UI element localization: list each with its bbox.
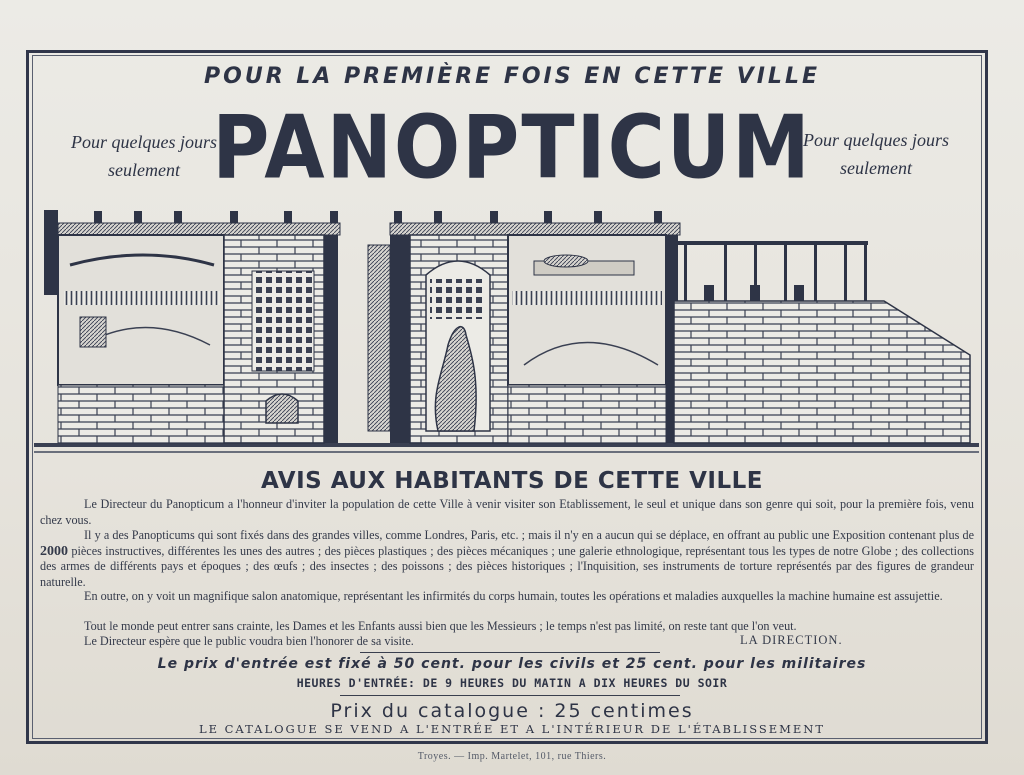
notice-heading: AVIS AUX HABITANTS DE CETTE VILLE [261, 468, 763, 494]
opening-hours: HEURES D'ENTRÉE: DE 9 HEURES DU MATIN A DIX HEURES DU SOIR [296, 676, 728, 690]
paragraph-5 [40, 634, 720, 650]
catalogue-sold-note: LE CATALOGUE SE VEND A L'ENTRÉE ET A L'INTÉRIEUR DE L'ÉTABLISSEMENT [198, 722, 826, 736]
paragraph-2-text-a: Il y a des Panopticums qui sont fixés dans des grandes villes, comme Londres, Paris, etc. ; mais il n'y en a aucun qui se déplace, en offrant au public une Exposition contenant plus de [84, 528, 974, 542]
building-illustration [34, 205, 979, 467]
right-note-line-1: Pour quelques jours [803, 130, 949, 150]
left-note-line-2: seulement [108, 160, 180, 180]
exhibit-count: 2000 [40, 543, 68, 559]
printer-imprint: Troyes. — Imp. Martelet, 101, rue Thiers. [417, 751, 607, 762]
divider-1 [360, 652, 660, 653]
paragraph-2 [40, 528, 974, 590]
paragraph-5-text: Le Directeur espère que le public voudra bien l'honorer de sa visite. [84, 634, 414, 648]
paragraph-1-text: Le Directeur du Panopticum a l'honneur d'inviter la population de cette Ville à venir visiter son Etablissement, le seul et unique dans son genre qui soit, pour la première fois, venu chez vous. [40, 497, 974, 527]
paragraph-1 [40, 497, 974, 528]
divider-2 [340, 695, 680, 696]
catalogue-price: Prix du catalogue : 25 centimes [330, 700, 694, 722]
poster-title: PANOPTICUM [212, 98, 812, 199]
top-line: POUR LA PREMIÈRE FOIS EN CETTE VILLE [204, 64, 820, 89]
paragraph-3 [40, 589, 974, 605]
admission-price: Le prix d'entrée est fixé à 50 cent. pour les civils et 25 cent. pour les militaires [157, 656, 867, 672]
left-note-line-1: Pour quelques jours [71, 132, 217, 152]
paragraph-2-text-b: pièces instructives, différentes les unes des autres ; des pièces plastiques ; des pièces mécaniques ; une galerie ethnologique, représentant tous les types de notre Globe ; des collections des armes de différents pays et époques ; des œufs ; des insectes ; des poissons ; des pièces historiques ; l'Inquisition, ses instruments de torture représentés par des figures de grandeur naturelle. [40, 543, 974, 589]
paragraph-4-text: Tout le monde peut entrer sans crainte, les Dames et les Enfants aussi bien que les Messieurs ; le temps n'est pas limité, on reste tant que l'on veut. [84, 619, 797, 633]
right-note-line-2: seulement [840, 158, 912, 178]
paragraph-3-text: En outre, on y voit un magnifique salon anatomique, représentant les infirmités du corps humain, toutes les opérations et maladies auxquelles la machine humaine est assujettie. [84, 589, 943, 603]
signature: LA DIRECTION. [740, 633, 843, 647]
